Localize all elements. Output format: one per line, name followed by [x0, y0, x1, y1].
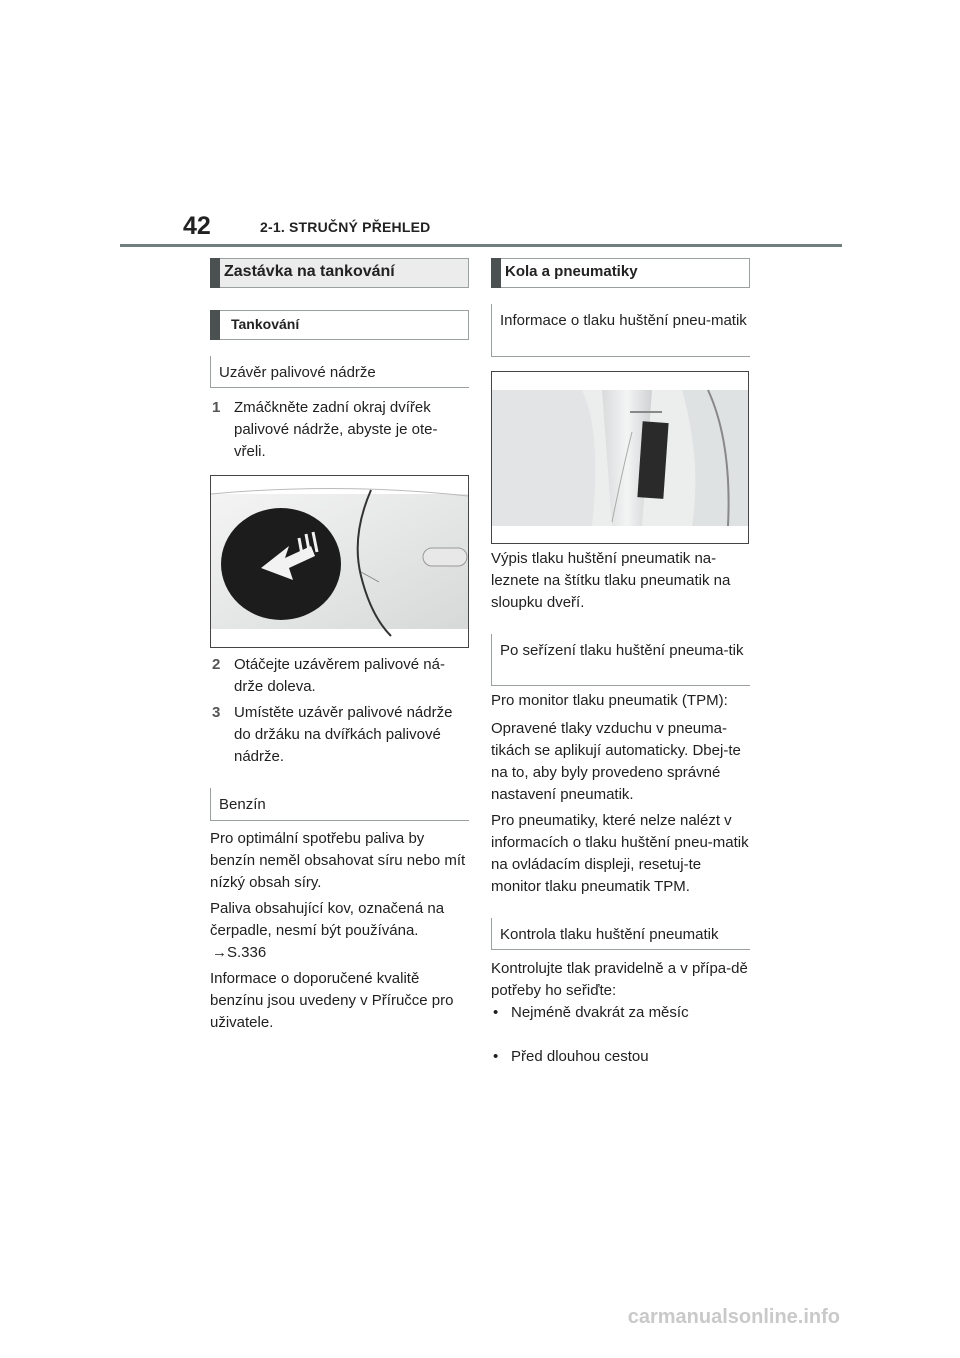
tpm-paragraph-2: Opravené tlaky vzduchu v pneuma-tikách se aplikují automaticky. Dbej-te na to, aby byly provedeno správné nastavení pneumatik. — [491, 720, 741, 803]
section-heading-wheels — [491, 258, 750, 288]
petrol-paragraph-1: Pro optimální spotřebu paliva by benzín neměl obsahovat síru nebo mít nízký obsah síry. — [210, 830, 466, 891]
petrol-paragraph-3: Informace o doporučené kvalitě benzínu jsou uvedeny v Příručce pro uživatele. — [210, 970, 454, 1031]
tpm-paragraph-1: Pro monitor tlaku pneumatik (TPM): — [491, 692, 728, 709]
fuel-door-drawing — [211, 476, 468, 647]
subsection-title: Tankování — [231, 316, 300, 332]
topic-heading-petrol: Benzín — [210, 788, 469, 821]
tire-info-caption: Výpis tlaku huštění pneumatik na-leznete na štítku tlaku pneumatik na sloupku dveří. — [491, 550, 731, 611]
tpm-paragraph-3: Pro pneumatiky, které nelze nalézt v informacích o tlaku huštění pneu-matik na ovládacím displeji, resetuj-te monitor tlaku pneumatik TPM. — [491, 812, 749, 895]
bullet-item: • Nejméně dvakrát za měsíc — [493, 1004, 689, 1021]
step-text: Zmáčkněte zadní okraj dvířek palivové nádrže, abyste je ote-vřeli. — [234, 399, 438, 460]
page-reference: →S.336 — [212, 944, 267, 961]
step-text: Umístěte uzávěr palivové nádrže do držáku na dvířkách palivové nádrže. — [234, 704, 453, 765]
chapter-title: 2-1. STRUČNÝ PŘEHLED — [260, 219, 431, 235]
section-title: Kola a pneumatiky — [505, 263, 638, 280]
section-title: Zastávka na tankování — [224, 263, 395, 280]
step-3 — [212, 702, 468, 768]
bullet-item: • Před dlouhou cestou — [493, 1048, 649, 1065]
step-text: Otáčejte uzávěrem palivové ná-drže doleva. — [234, 656, 445, 695]
check-paragraph: Kontrolujte tlak pravidelně a v přípa-dě potřeby ho seřiďte: — [491, 960, 748, 999]
step-2 — [212, 654, 468, 698]
page-number: 42 — [183, 212, 211, 240]
step-number: 3 — [212, 704, 221, 721]
topic-heading-fuel-cap: Uzávěr palivové nádrže — [210, 356, 469, 388]
petrol-paragraph-2: Paliva obsahující kov, označená na čerpadle, nesmí být používána. — [210, 900, 445, 939]
step-number: 1 — [212, 399, 221, 416]
door-pillar-drawing — [492, 372, 748, 543]
step-number: 2 — [212, 656, 221, 673]
topic-heading-pressure-check: Kontrola tlaku huštění pneumatik — [491, 918, 750, 950]
step-1 — [212, 397, 468, 463]
fuel-door-illustration — [210, 475, 469, 648]
subsection-heading-refueling — [210, 310, 469, 340]
header-rule — [120, 244, 842, 247]
watermark: carmanualsonline.info — [627, 1306, 840, 1328]
section-heading-refueling — [210, 258, 469, 288]
tire-pressure-label-illustration — [491, 371, 749, 544]
topic-heading-after-adjust: Po seřízení tlaku huštění pneuma-tik — [491, 634, 750, 686]
topic-heading-tire-info: Informace o tlaku huštění pneu-matik — [491, 304, 750, 357]
